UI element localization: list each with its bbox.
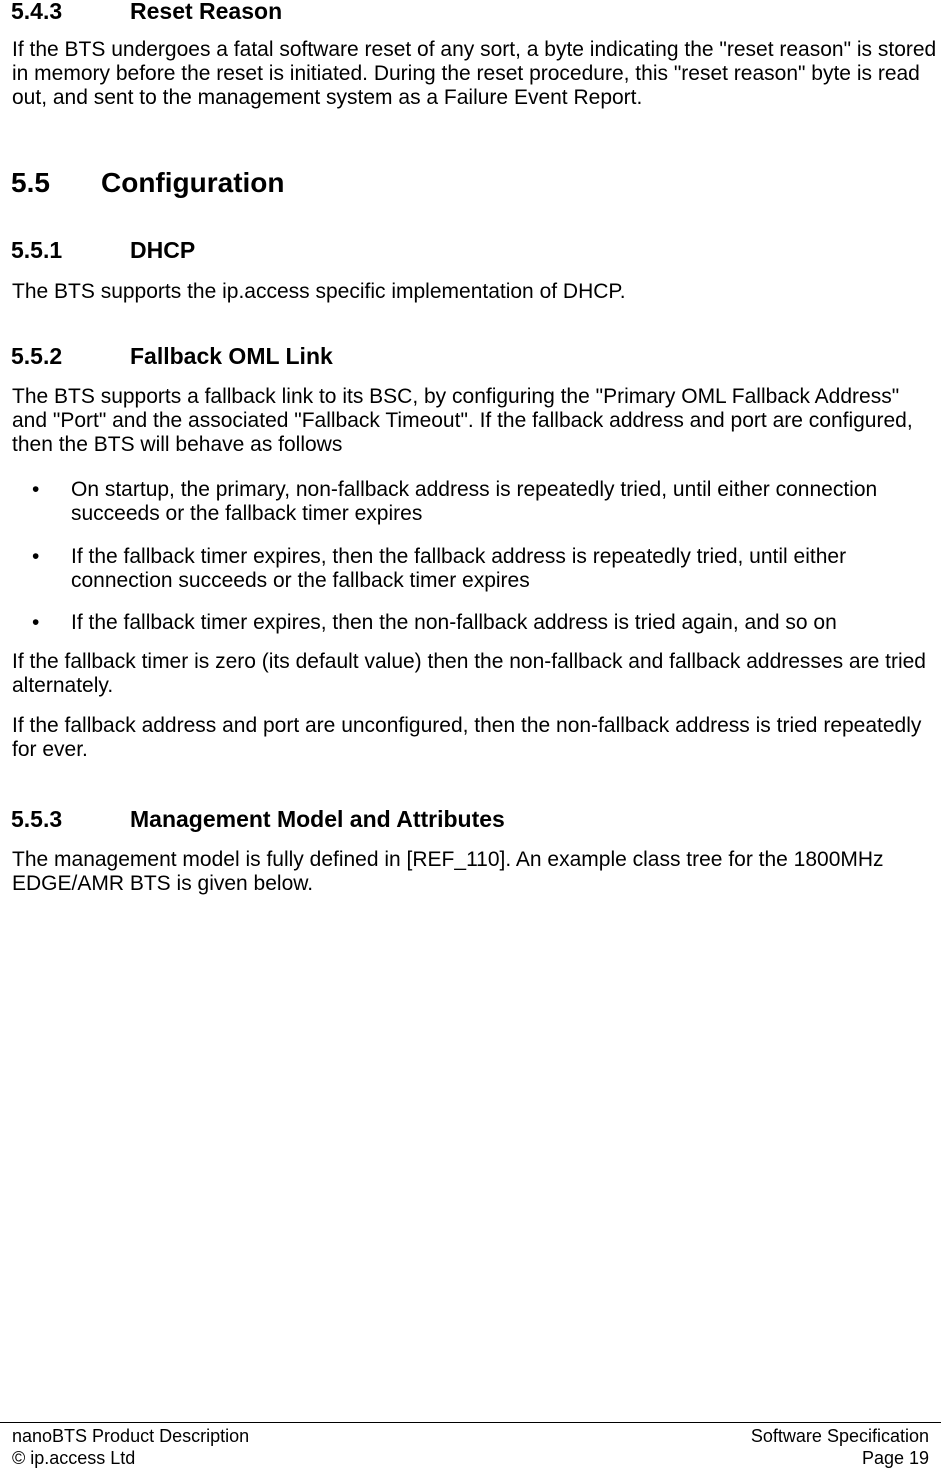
footer-spec-type: Software Specification <box>750 1426 929 1446</box>
heading-title: Fallback OML Link <box>130 343 333 369</box>
heading-title: Management Model and Attributes <box>130 806 505 832</box>
heading-5-5-2 <box>11 343 333 369</box>
heading-5-4-3 <box>11 0 282 24</box>
heading-5-5-3 <box>11 806 505 832</box>
paragraph-reset-reason: If the BTS undergoes a fatal software reset of any sort, a byte indicating the "reset reason" is stored in memory before the reset is initiated. During the reset procedure, this "reset reason" byte is read out, and sent to the management system as a Failure Event Report. <box>12 38 937 109</box>
list-item <box>0 545 941 595</box>
heading-number: 5.4.3 <box>11 0 63 24</box>
bullet-icon: • <box>32 545 40 568</box>
list-item-text: If the fallback timer expires, then the non-fallback address is tried again, and so on <box>71 611 837 634</box>
list-item-text: On startup, the primary, non-fallback address is repeatedly tried, until either connection succeeds or the fallback timer expires <box>71 478 878 525</box>
heading-title: DHCP <box>130 237 196 263</box>
heading-number: 5.5.2 <box>11 343 63 369</box>
heading-5-5 <box>11 167 285 199</box>
paragraph-management-model: The management model is fully defined in [REF_110]. An example class tree for the 1800MHz EDGE/AMR BTS is given below. <box>12 848 884 895</box>
paragraph-fallback-unconfigured: If the fallback address and port are unconfigured, then the non-fallback address is tried repeatedly for ever. <box>12 714 922 761</box>
heading-title: Configuration <box>101 167 285 198</box>
list-item <box>0 478 941 528</box>
bullet-icon: • <box>32 478 40 501</box>
list-item <box>0 611 941 637</box>
paragraph-fallback-zero: If the fallback timer is zero (its default value) then the non-fallback and fallback addresses are tried alternately. <box>12 650 926 697</box>
heading-number: 5.5 <box>11 167 50 198</box>
bullet-icon: • <box>32 611 40 634</box>
heading-title: Reset Reason <box>130 0 283 24</box>
footer-document-title: nanoBTS Product Description <box>12 1426 250 1446</box>
heading-5-5-1 <box>11 237 195 263</box>
paragraph-fallback-intro: The BTS supports a fallback link to its BSC, by configuring the "Primary OML Fallback Address" and "Port" and the associated "Fallback Timeout". If the fallback address and port are configured, then the BTS will behave as follows <box>12 385 913 456</box>
list-item-text: If the fallback timer expires, then the fallback address is repeatedly tried, until either connection succeeds or the fallback timer expires <box>71 545 847 592</box>
footer-divider <box>0 1422 941 1423</box>
heading-number: 5.5.3 <box>11 806 63 832</box>
footer-page-number: Page 19 <box>861 1448 929 1468</box>
heading-number: 5.5.1 <box>11 237 63 263</box>
footer-copyright: © ip.access Ltd <box>12 1448 136 1468</box>
paragraph-dhcp: The BTS supports the ip.access specific implementation of DHCP. <box>12 280 626 303</box>
